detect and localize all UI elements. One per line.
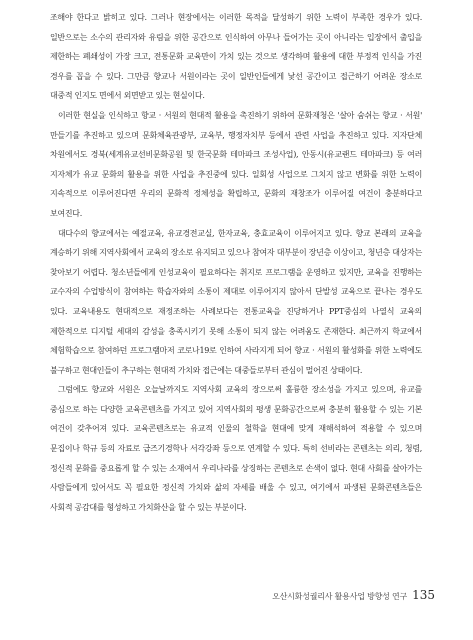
- paragraph: 조해야 한다고 밝히고 있다. 그러나 현장에서는 이러한 목적을 달성하기 위한 노력이 부족한 경우가 있다. 일반으로는 소수의 관리자와 유림을 위한 공간으로 인식하여 아무나 들어가는 곳이 아니라는 입장에서 출입을 제한하는 폐쇄성이 가장 크고, 전통문화 교육만이 가치 있는 것으로 생각하며 활용에 대한 부정적 인식을 가진 경우를 꼽을 수 있다. 그만큼 향교나 서원이라는 곳이 일반인들에게 낯선 공간이고 접근하기 어려운 장소로 대중적 인지도 면에서 외면받고 있는 현실이다.: [50, 13, 422, 101]
- body-text: [50, 8, 422, 517]
- running-footer-title: 오산시화성궐리사 활용사업 방향성 연구: [272, 592, 408, 601]
- page-footer: [272, 588, 435, 602]
- page-number: 135: [412, 588, 435, 602]
- paragraph: 그럼에도 향교와 서원은 오늘날까지도 지역사회 교육의 장으로써 훌륭한 장소성을 가지고 있으며, 유교를 중심으로 하는 다양한 교육콘텐츠를 가지고 있어 지역사회의 평생 문화공간으로써 충분히 활용할 수 있는 기본 여건이 갖추어져 있다. 교육콘텐츠로는 유교적 인물의 철학을 현대에 맞게 재해석하여 적용할 수 있으며 문집이나 학규 등의 자료로 급즈기경학나 서각강좌 등으로 연계할 수 있다. 특히 선비라는 콘텐츠는 의리, 청렴, 정신적 문화를 중요롭게 할 수 있는 소재여서 우리나라를 상징하는 콘텐츠로 손색이 없다. 현대 사회를 살아가는 사람들에게 있어서도 꼭 필요한 정신적 가치와 삶의 자세를 배울 수 있고, 여기에서 파생된 문화콘텐츠들은 사회적 공감대를 형성하고 가치화산을 할 수 있는 부분이다.: [50, 385, 422, 512]
- paragraph: 이러한 현실을 인식하고 향교 · 서원의 현대적 활용을 촉진하기 위하여 문화재청은 '살아 숨쉬는 향교 · 서원' 만들기를 추진하고 있으며 문화체육관광부, 교육부, 행정자치부 등에서 관련 사업을 추진하고 있다. 지자단체 차원에서도 경북(세계유교선비문화공원 및 한국문화 테마파크 조성사업), 안동시(유교랜드 테마파크) 등 여러 지자체가 유교 문화의 활용을 위한 사업을 추진중에 있다. 일회성 사업으로 그치지 않고 변화를 위한 노력이 지속적으로 이루어진다면 우리의 문화적 정체성을 확립하고, 문화의 재창조가 이루어질 여건이 충분하다고 보여진다.: [50, 110, 422, 218]
- paragraph: 대다수의 향교에서는 예절교육, 유교경전교실, 한자교육, 충효교육이 이루어지고 있다. 향교 본래의 교육을 계승하기 위해 지역사회에서 교육의 장소로 유지되고 있으나 참여자 대부분이 장년층 이상이고, 청년층 대상자는 찾아보기 어렵다. 청소년들에게 인성교육이 필요하다는 취지로 프로그램을 운영하고 있지만, 교육을 진행하는 교수자의 수업방식이 참여하는 학습자와의 소통이 제대로 이루어지지 않아서 단발성 교육으로 끝나는 경우도 있다. 교육내용도 현대적으로 재정조하는 사례보다는 전통교육을 진당하거나 PPT중심의 나열식 교육의 제한적으로 디지털 세대의 감성을 충족시키기 못해 소통이 되지 않는 어려움도 존재한다. 최근까지 학교에서 체험학습으로 참여하던 프로그램마저 코로나19로 인하여 사라지게 되어 향교 · 서원의 활성화를 위한 노력에도 불구하고 현대인들이 추구하는 현대적 가치와 접근에는 대중들로부터 관심이 멀어진 상태이다.: [50, 228, 422, 375]
